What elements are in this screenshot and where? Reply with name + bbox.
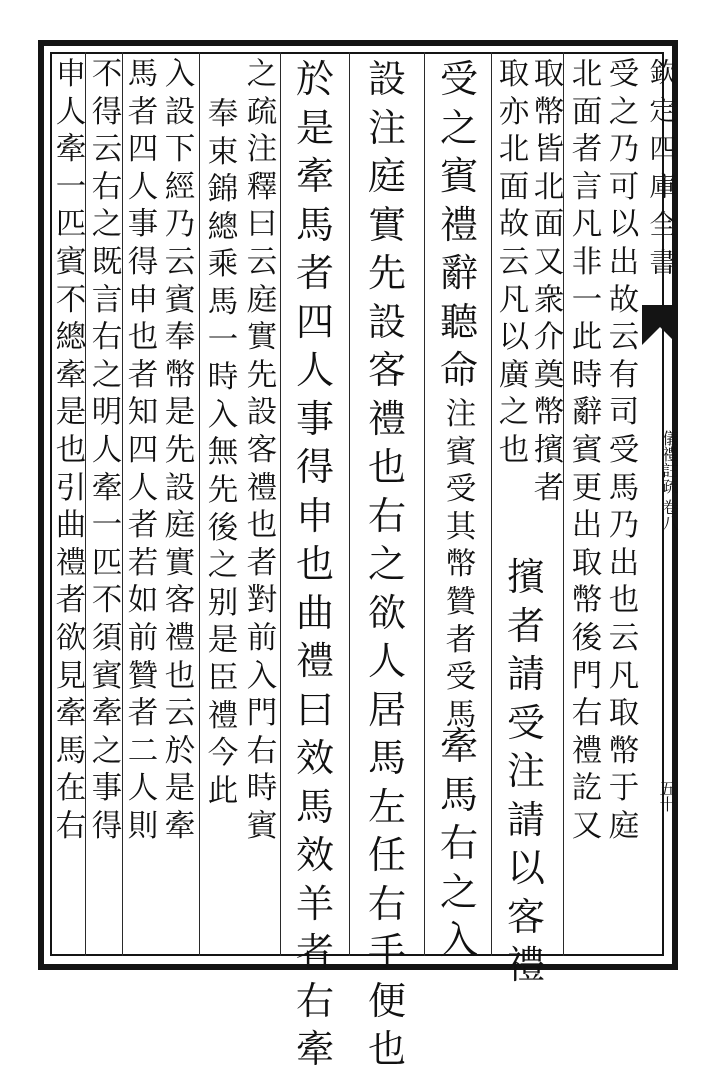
character: 四: [295, 299, 334, 344]
character: 之: [367, 542, 406, 586]
character: 時: [246, 771, 278, 807]
title-character: 書: [649, 248, 677, 279]
character: 一: [207, 322, 239, 358]
character: 右: [55, 808, 87, 844]
section-label: [650, 430, 678, 531]
character: 凡: [608, 658, 640, 694]
character: 者: [246, 545, 278, 581]
character: 經: [164, 169, 196, 205]
character: 入: [246, 658, 278, 694]
character: 人: [295, 348, 334, 392]
character: 贊: [445, 584, 477, 620]
character: 受: [608, 57, 640, 92]
character: 設: [246, 395, 278, 431]
character: 入: [164, 57, 196, 92]
text-column-large: [364, 57, 410, 1079]
character: 既: [91, 244, 123, 280]
character: 客: [367, 348, 406, 392]
character: 請: [506, 652, 545, 696]
title-character: 欽: [649, 58, 677, 89]
character: 實: [164, 545, 196, 581]
character: 之: [207, 548, 239, 584]
character: 牽: [91, 696, 123, 732]
character: 禮: [571, 733, 603, 769]
character: 之: [91, 357, 123, 393]
character: 幣: [608, 733, 640, 769]
character: 對: [246, 583, 278, 619]
text-column: [443, 397, 479, 738]
character: 曰: [246, 207, 278, 243]
character: 之: [246, 57, 278, 92]
character: 注: [367, 105, 406, 150]
text-column: [205, 97, 241, 814]
character: 人: [91, 432, 123, 468]
character: 先: [367, 251, 406, 295]
character: 以: [608, 207, 640, 243]
character: 受: [608, 432, 640, 468]
character: 時: [207, 360, 239, 396]
character: 設: [367, 299, 406, 344]
column-rule: [280, 52, 281, 956]
character: 不: [91, 583, 123, 619]
fishtail-mark-icon: [642, 305, 678, 345]
character: 門: [571, 658, 603, 694]
character: 欲: [367, 590, 406, 635]
character: 之: [608, 94, 640, 130]
character: 客: [506, 894, 545, 939]
character: 曲: [55, 508, 87, 544]
character: 贊: [127, 658, 159, 694]
character: 一: [91, 508, 123, 544]
character: 設: [164, 94, 196, 130]
character: 凡: [571, 207, 603, 243]
character: 人: [127, 169, 159, 205]
character: 辭: [571, 395, 603, 431]
character: 庭: [608, 808, 640, 844]
character: 庭: [367, 154, 406, 198]
character: 曲: [295, 590, 334, 635]
character: 是: [55, 395, 87, 431]
character: 馬: [367, 736, 406, 780]
character: 是: [295, 105, 334, 150]
character: 匹: [91, 545, 123, 581]
character: 者: [571, 132, 603, 168]
character: 更: [571, 470, 603, 506]
character: 馬: [439, 772, 478, 817]
character: 乘: [207, 247, 239, 283]
title-character: 定: [649, 96, 677, 127]
character: 效: [295, 833, 334, 877]
character: 先: [246, 357, 278, 393]
column-rule: [349, 52, 350, 956]
character: 人: [127, 771, 159, 807]
character: 禮: [506, 943, 545, 987]
character: 以: [506, 846, 545, 890]
page-number: 五十: [657, 780, 676, 812]
character: 則: [127, 808, 159, 844]
character: 人: [127, 470, 159, 506]
character: 可: [608, 169, 640, 205]
character: 取: [498, 57, 530, 92]
character: 受: [439, 57, 478, 101]
character: 者: [506, 603, 545, 648]
character: 禮: [207, 698, 239, 734]
character: 右: [91, 320, 123, 356]
character: 又: [571, 808, 603, 844]
character: 者: [127, 357, 159, 393]
character: 牽: [164, 808, 196, 844]
text-column: [569, 57, 605, 849]
character: 禮: [295, 639, 334, 683]
character: 非: [571, 244, 603, 280]
character: 總: [207, 209, 239, 245]
character: 也: [127, 320, 159, 356]
character: 北: [498, 132, 530, 168]
character: 是: [164, 395, 196, 431]
character: 門: [246, 696, 278, 732]
character: 後: [571, 620, 603, 656]
character: 賓: [439, 154, 478, 198]
character: 庭: [246, 282, 278, 318]
text-column-large: [503, 555, 549, 995]
character: 左: [367, 784, 406, 829]
character: 禮: [439, 202, 478, 247]
character: 云: [91, 132, 123, 168]
character: 也: [164, 658, 196, 694]
character: 四: [127, 132, 159, 168]
character: 申: [127, 282, 159, 318]
character: 得: [127, 244, 159, 280]
character: 實: [367, 202, 406, 247]
character: 之: [498, 395, 530, 431]
character: 注: [506, 749, 545, 793]
character: 馬: [55, 733, 87, 769]
character: 得: [91, 808, 123, 844]
text-column: [53, 57, 89, 849]
character: 申: [55, 57, 87, 92]
character: 别: [207, 585, 239, 621]
character: 一: [571, 282, 603, 318]
character: 疏: [246, 94, 278, 130]
character: 須: [91, 620, 123, 656]
character: 錦: [207, 172, 239, 208]
character: 得: [295, 445, 334, 489]
character: 右: [246, 733, 278, 769]
character: 束: [207, 134, 239, 170]
character: 牽: [55, 357, 87, 393]
character: 此: [571, 320, 603, 356]
character: 於: [164, 733, 196, 769]
character: 牽: [55, 696, 87, 732]
character: 幣: [533, 395, 565, 431]
character: 出: [608, 545, 640, 581]
character: 云: [608, 620, 640, 656]
character: 任: [367, 833, 406, 877]
character: 者: [127, 94, 159, 130]
title-character: 庫: [649, 172, 677, 203]
text-column: [89, 57, 125, 849]
character: 前: [127, 620, 159, 656]
character: 注: [246, 132, 278, 168]
character: 者: [295, 930, 334, 974]
character: 幣: [533, 94, 565, 130]
character: 臣: [207, 660, 239, 696]
character: 右: [367, 881, 406, 926]
text-column: [496, 57, 532, 474]
title-character: 全: [649, 210, 677, 241]
character: 也: [295, 542, 334, 586]
character: 受: [506, 700, 545, 745]
character: 也: [367, 445, 406, 489]
character: 取: [608, 696, 640, 732]
character: 云: [246, 244, 278, 280]
character: 見: [55, 658, 87, 694]
character: 申: [295, 493, 334, 538]
character: 云: [498, 244, 530, 280]
text-column: [606, 57, 642, 849]
character: 注: [445, 397, 477, 432]
character: 之: [439, 105, 478, 150]
character: 云: [608, 320, 640, 356]
character: 介: [533, 320, 565, 356]
character: 者: [127, 508, 159, 544]
character: 以: [498, 320, 530, 356]
character: 也: [498, 432, 530, 468]
character: 在: [55, 771, 87, 807]
character: 後: [207, 510, 239, 546]
character: 總: [55, 320, 87, 356]
character: 取: [571, 545, 603, 581]
character: 云: [164, 244, 196, 280]
character: 曰: [295, 687, 334, 732]
character: 出: [571, 508, 603, 544]
character: 事: [91, 771, 123, 807]
character: 乃: [164, 207, 196, 243]
character: 今: [207, 736, 239, 772]
text-column: [244, 57, 280, 849]
character: 無: [207, 435, 239, 471]
character: 實: [246, 320, 278, 356]
character: 亦: [498, 94, 530, 130]
character: 者: [55, 583, 87, 619]
character: 故: [608, 282, 640, 318]
character: 事: [295, 396, 334, 441]
character: 入: [207, 397, 239, 433]
character: 幣: [164, 357, 196, 393]
character: 乃: [608, 508, 640, 544]
character: 馬: [207, 284, 239, 320]
character: 有: [608, 357, 640, 393]
character: 不: [91, 57, 123, 92]
character: 者: [533, 470, 565, 506]
character: 若: [127, 545, 159, 581]
title-character: 四: [649, 134, 677, 165]
text-column: [531, 57, 567, 511]
character: 先: [207, 472, 239, 508]
character: 賓: [445, 434, 477, 470]
column-rule: [424, 52, 425, 956]
character: 之: [439, 869, 478, 914]
character: 不: [55, 282, 87, 318]
character: 四: [127, 432, 159, 468]
text-column-large: [436, 57, 482, 400]
character: 受: [445, 660, 477, 696]
character: 其: [445, 509, 477, 545]
character: 之: [91, 207, 123, 243]
column-rule: [491, 52, 492, 956]
character: 禮: [55, 545, 87, 581]
character: 右: [367, 493, 406, 538]
character: 欲: [55, 620, 87, 656]
character: 請: [506, 797, 545, 842]
character: 之: [91, 733, 123, 769]
character: 者: [127, 696, 159, 732]
character: 右: [295, 978, 334, 1023]
character: 也: [246, 508, 278, 544]
character: 北: [533, 169, 565, 205]
character: 賓: [246, 808, 278, 844]
character: 便: [367, 978, 406, 1023]
character: 馬: [295, 784, 334, 829]
character: 明: [91, 395, 123, 431]
character: 賓: [55, 244, 87, 280]
character: 北: [571, 57, 603, 92]
character: 一: [55, 169, 87, 205]
character: 賓: [164, 282, 196, 318]
character: 牽: [295, 154, 334, 198]
character: 奉: [164, 320, 196, 356]
character: 牽: [439, 724, 478, 768]
character: 下: [164, 132, 196, 168]
character: 也: [55, 432, 87, 468]
character: 司: [608, 395, 640, 431]
character: 設: [367, 57, 406, 101]
character: 客: [246, 432, 278, 468]
character: 人: [367, 639, 406, 683]
character: 者: [445, 622, 477, 658]
character: 命: [439, 348, 478, 392]
character: 云: [164, 696, 196, 732]
character: 受: [445, 472, 477, 508]
character: 奠: [533, 357, 565, 393]
character: 禮: [246, 470, 278, 506]
character: 效: [295, 736, 334, 780]
character: 于: [608, 771, 640, 807]
character: 設: [164, 470, 196, 506]
character: 擯: [533, 432, 565, 468]
character: 客: [164, 583, 196, 619]
character: 右: [571, 696, 603, 732]
character: 引: [55, 470, 87, 506]
character: 二: [127, 733, 159, 769]
character: 也: [367, 1027, 406, 1071]
character: 事: [127, 207, 159, 243]
character: 入: [439, 918, 478, 962]
character: 手: [367, 930, 406, 974]
section-title: 儀禮註疏: [660, 430, 679, 494]
character: 凡: [498, 282, 530, 318]
character: 故: [498, 207, 530, 243]
character: 馬: [608, 470, 640, 506]
character: 聽: [439, 299, 478, 344]
character: 者: [295, 251, 334, 295]
character: 奉: [207, 97, 239, 132]
character: 面: [498, 169, 530, 205]
character: 取: [533, 57, 565, 92]
character: 廣: [498, 357, 530, 393]
character: 匹: [55, 207, 87, 243]
book-title: [648, 60, 678, 288]
character: 訖: [571, 771, 603, 807]
character: 也: [608, 583, 640, 619]
character: 出: [608, 244, 640, 280]
character: 面: [571, 94, 603, 130]
character: 牽: [91, 470, 123, 506]
character: 如: [127, 583, 159, 619]
character: 人: [55, 94, 87, 130]
text-column: [125, 57, 161, 849]
character: 是: [207, 623, 239, 659]
character: 前: [246, 620, 278, 656]
character: 禮: [164, 620, 196, 656]
character: 是: [164, 771, 196, 807]
character: 面: [533, 207, 565, 243]
character: 庭: [164, 508, 196, 544]
character: 右: [439, 821, 478, 865]
character: 馬: [295, 202, 334, 247]
character: 先: [164, 432, 196, 468]
character: 時: [571, 357, 603, 393]
character: 馬: [445, 697, 477, 733]
character: 又: [533, 244, 565, 280]
character: 賓: [91, 658, 123, 694]
character: 言: [91, 282, 123, 318]
character: 右: [91, 169, 123, 205]
juan-label: 卷八: [660, 499, 679, 532]
character: 皆: [533, 132, 565, 168]
character: 辭: [439, 251, 478, 295]
character: 知: [127, 395, 159, 431]
character: 得: [91, 94, 123, 130]
character: 幣: [445, 547, 477, 583]
character: 牽: [55, 132, 87, 168]
column-rule: [199, 52, 200, 956]
character: 於: [295, 57, 334, 101]
character: 衆: [533, 282, 565, 318]
character: 牽: [295, 1027, 334, 1071]
character: 釋: [246, 169, 278, 205]
character: 賓: [571, 432, 603, 468]
character: 居: [367, 687, 406, 732]
character: 幣: [571, 583, 603, 619]
character: 馬: [127, 57, 159, 92]
text-column-large: [292, 57, 338, 1079]
text-column: [162, 57, 198, 849]
character: 乃: [608, 132, 640, 168]
text-column-large: [436, 724, 482, 970]
character: 擯: [506, 555, 545, 599]
character: 此: [207, 773, 239, 809]
character: 禮: [367, 396, 406, 441]
character: 言: [571, 169, 603, 205]
character: 羊: [295, 881, 334, 926]
